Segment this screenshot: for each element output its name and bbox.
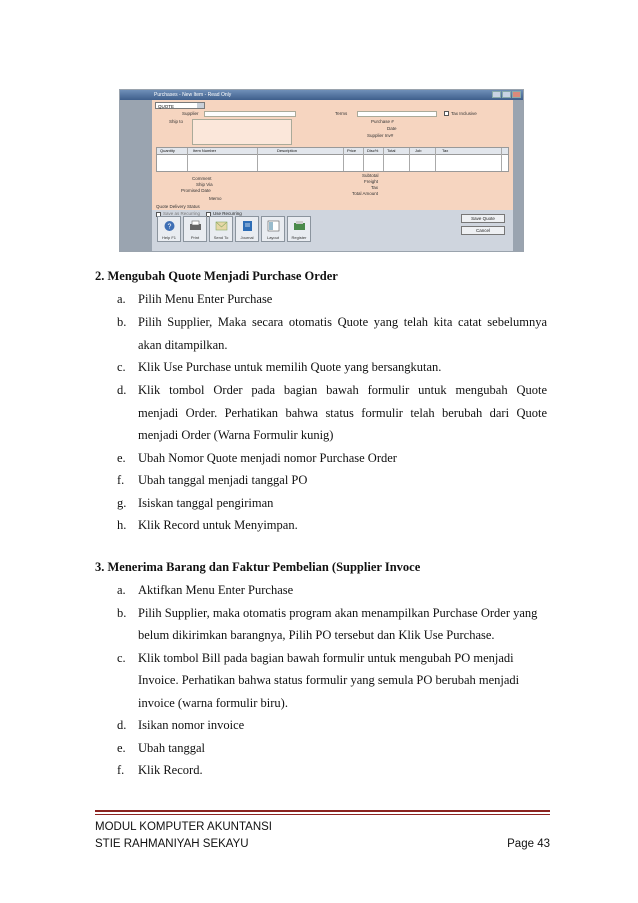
ship-via-label: Ship Via [196,182,213,187]
list-item-text: Klik tombol Order pada bagian bawah formulir untuk mengubah Quote [138,383,547,397]
list-marker: b. [117,315,127,329]
list-marker: c. [117,651,126,665]
list-marker: c. [117,360,126,374]
list-item-text: Isiskan tanggal pengiriman [138,496,274,510]
list-marker: a. [117,583,126,597]
footer-course-title: MODUL KOMPUTER AKUNTANSI [95,821,272,833]
register-button: Register [287,216,311,242]
comment-label: Comment [192,176,212,181]
ship-to-label: Ship to [169,119,184,124]
register-icon [293,220,306,232]
use-recurring-label: Use Recurring [213,211,242,216]
tax-label: Tax [371,185,379,190]
delivery-status-label: Quote Delivery Status [156,204,200,209]
grid-header-price: Price [347,148,357,153]
ship-to-field [192,119,292,145]
section-3-heading: 3. Menerima Barang dan Faktur Pembelian (Supplier Invoce [95,560,421,574]
footer-institution: STIE RAHMANIYAH SEKAYU [95,838,249,850]
list-item-text: Isikan nomor invoice [138,718,245,732]
tax-inclusive-label: Tax Inclusive [451,111,477,116]
close-icon [512,91,521,98]
list-item-text: Klik tombol Bill pada bagian bawah formulir untuk mengubah PO menjadi [138,651,514,665]
grid-header-item-number: Item Number [193,148,217,153]
window-title: Purchases - New Item - Read Only [154,92,232,98]
total-amount-label: Total Amount [352,191,379,196]
grid-header-total: Total [387,148,396,153]
footer-rule-thick [95,810,550,812]
list-marker: h. [117,518,127,532]
minimize-icon [492,91,501,98]
list-item-text: Aktifkan Menu Enter Purchase [138,583,294,597]
list-marker: f. [117,473,125,487]
form-bottom-bar [152,210,513,251]
window-right-frame [513,100,523,251]
section-2-heading: 2. Mengubah Quote Menjadi Purchase Order [95,269,338,283]
list-item-text: akan ditampilkan. [138,338,228,352]
grid-header-disc: Disc% [367,148,379,153]
terms-label: Terms [335,111,348,116]
grid-header-description: Description [277,148,298,153]
grid-header-job: Job [415,148,422,153]
list-marker: f. [117,763,125,777]
list-marker: b. [117,606,127,620]
list-marker: g. [117,496,127,510]
window-titlebar [120,90,523,100]
window-left-frame [120,100,152,251]
date-label: Date [387,126,397,131]
print-button: Print [183,216,207,242]
supplier-field [204,111,296,117]
help-icon [163,220,176,232]
list-item-text: Ubah Nomor Quote menjadi nomor Purchase Order [138,451,397,465]
grid-header-tax: Tax [442,148,449,153]
purchase-number-label: Purchase # [371,119,394,124]
list-item-text: Pilih Supplier, maka otomatis program akan menampilkan Purchase Order yang [138,606,538,620]
list-item-text: Ubah tanggal menjadi tanggal PO [138,473,308,487]
list-item-text: menjadi Order. Perhatikan bahwa status formulir telah berubah dari Quote [138,406,547,420]
subtotal-label: Subtotal [362,173,379,178]
cancel-button: Cancel [461,226,505,235]
terms-field [357,111,437,117]
list-marker: e. [117,451,126,465]
purchase-form [152,100,513,210]
grid-header [157,148,508,155]
layout-button: Layout [261,216,285,242]
journal-button: Journal [235,216,259,242]
list-item-text: Ubah tanggal [138,741,205,755]
type-select: QUOTE [155,102,205,109]
envelope-icon [215,220,228,232]
list-item-text: invoice (warna formulir biru). [138,696,288,710]
list-item-text: Pilih Menu Enter Purchase [138,292,273,306]
maximize-icon [502,91,511,98]
memo-label: Memo [209,196,222,201]
layout-icon [267,220,280,232]
list-item-text: Invoice. Perhatikan bahwa status formulir yang semula PO berubah menjadi [138,673,520,687]
save-recurring-label: Save as Recurring [163,211,201,216]
list-marker: e. [117,741,126,755]
list-item-text: belum dikirimkan barangnya, Pilih PO tersebut dan Klik Use Purchase. [138,628,495,642]
journal-icon [241,220,254,232]
list-item-text: Klik Record untuk Menyimpan. [138,518,298,532]
promised-date-label: Promised Date [181,188,211,193]
list-marker: d. [117,718,127,732]
supplier-label: Supplier [182,111,199,116]
help-button: ? Help F1 [157,216,181,242]
svg-text:?: ? [167,223,172,231]
page-number: Page 43 [507,838,550,850]
list-item-text: Klik Record. [138,763,203,777]
printer-icon [189,220,202,232]
line-items-grid [156,147,509,172]
grid-header-quantity: Quantity [160,148,175,153]
list-marker: d. [117,383,127,397]
list-item-text: menjadi Order (Warna Formulir kunig) [138,428,334,442]
save-quote-button: Save Quote [461,214,505,223]
tax-inclusive-checkbox [444,111,449,116]
list-marker: a. [117,292,126,306]
freight-label: Freight [364,179,379,184]
purchase-form-screenshot [119,89,524,252]
supplier-inv-label: Supplier Inv# [367,133,394,138]
chevron-down-icon [197,103,204,108]
list-item-text: Klik Use Purchase untuk memilih Quote yang bersangkutan. [138,360,442,374]
send-to-button: Send To [209,216,233,242]
footer-rule-thin [95,814,550,815]
list-item-text: Pilih Supplier, Maka secara otomatis Quote yang telah kita catat sebelumnya [138,315,547,329]
